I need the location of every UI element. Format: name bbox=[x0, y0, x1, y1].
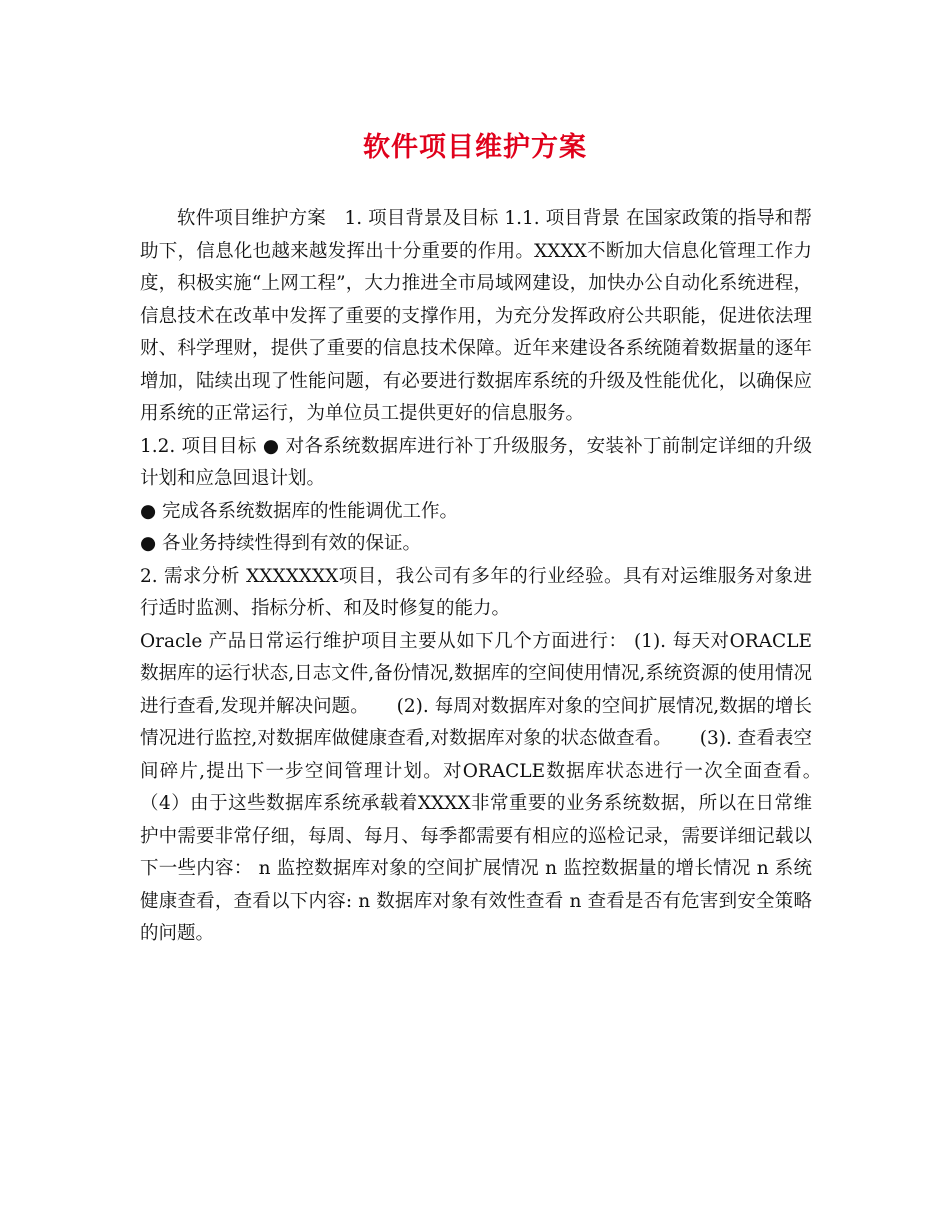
paragraph-goals: 1.2. 项目目标 ● 对各系统数据库进行补丁升级服务，安装补丁前制定详细的升级计划和应急回退计划。 bbox=[140, 435, 812, 489]
paragraph-bullet-performance: ● 完成各系统数据库的性能调优工作。 bbox=[140, 500, 459, 522]
paragraph-oracle-maintenance: Oracle 产品日常运行维护项目主要从如下几个方面进行： (1). 每天对ORACLE数据库的运行状态,日志文件,备份情况,数据库的空间使用情况,系统资源的使用情况进行查看,发现并解决问题。 (2). 每周对数据库对象的空间扩展情况,数据的增长情况进行监控,对数据库做健康查看,对数据库对象的状态做查看。 (3). 查看表空间碎片,提出下一步空间管理计划。对ORACLE数据库状态进行一次全面查看。 （4）由于这些数据库系统承载着XXXX非常重要的业务系统数据，所以在日常维护中需要非常仔细，每周、每月、每季都需要有相应的巡检记录，需要详细记载以下一些内容： n 监控数据库对象的空间扩展情况 n 监控数据量的增长情况 n 系统健康查看，查看以下内容: n 数据库对象有效性查看 n 查看是否有危害到安全策略的问题。 bbox=[140, 630, 850, 944]
paragraph-requirements: 2. 需求分析 XXXXXXX项目，我公司有多年的行业经验。具有对运维服务对象进行适时监测、指标分析、和及时修复的能力。 bbox=[140, 565, 812, 619]
document-title: 软件项目维护方案 bbox=[363, 132, 587, 163]
paragraph-background: 软件项目维护方案 1. 项目背景及目标 1.1. 项目背景 在国家政策的指导和帮助下，信息化也越来越发挥出十分重要的作用。XXXX不断加大信息化管理工作力度，积极实施“上网工程”，大力推进全市局域网建设，加快办公自动化系统进程，信息技术在改革中发挥了重要的支撑作用，为充分发挥政府公共职能，促进依法理财、科学理财，提供了重要的信息技术保障。近年来建设各系统随着数据量的逐年增加，陆续出现了性能问题，有必要进行数据库系统的升级及性能优化，以确保应用系统的正常运行，为单位员工提供更好的信息服务。 bbox=[140, 208, 812, 424]
paragraph-bullet-continuity: ● 各业务持续性得到有效的保证。 bbox=[140, 533, 422, 554]
document-body bbox=[140, 203, 850, 951]
